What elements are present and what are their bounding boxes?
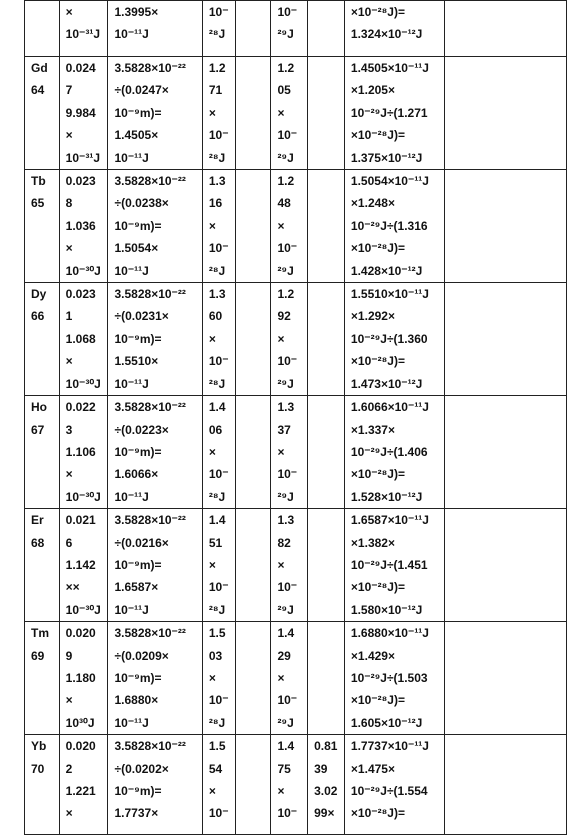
value-cell-1: 1.5 03 × 10⁻ ²⁸J (202, 622, 235, 735)
empty-cell-2 (445, 735, 567, 835)
element-cell: Gd 64 (25, 57, 60, 170)
value-cell-1: 1.3 60 × 10⁻ ²⁸J (202, 283, 235, 396)
wavelength-cell: 0.023 1 1.068 × 10⁻³⁰J (59, 283, 108, 396)
value-cell-3 (308, 396, 345, 509)
value-cell-3 (308, 509, 345, 622)
value-cell-1: 1.4 06 × 10⁻ ²⁸J (202, 396, 235, 509)
empty-cell-1 (235, 622, 271, 735)
empty-cell-2 (445, 170, 567, 283)
element-cell: Dy 66 (25, 283, 60, 396)
value-cell-2: 1.3 37 × 10⁻ ²⁹J (271, 396, 308, 509)
wavelength-cell: 0.021 6 1.142 ×× 10⁻³⁰J (59, 509, 108, 622)
value-cell-3 (308, 283, 345, 396)
energy-calc-cell: 3.5828×10⁻²² ÷(0.0238× 10⁻⁹m)= 1.5054× 10⁻¹¹J (108, 170, 202, 283)
element-cell: Yb 70 (25, 735, 60, 835)
value-cell-1: 10⁻ ²⁸J (202, 1, 235, 57)
value-cell-2: 1.3 82 × 10⁻ ²⁹J (271, 509, 308, 622)
value-cell-1: 1.2 71 × 10⁻ ²⁸J (202, 57, 235, 170)
result-calc-cell: 1.6066×10⁻¹¹J ×1.337× 10⁻²⁹J÷(1.406 ×10⁻²⁸J)= 1.528×10⁻¹²J (344, 396, 444, 509)
empty-cell-1 (235, 283, 271, 396)
result-calc-cell: 1.6587×10⁻¹¹J ×1.382× 10⁻²⁹J÷(1.451 ×10⁻²⁸J)= 1.580×10⁻¹²J (344, 509, 444, 622)
value-cell-1: 1.3 16 × 10⁻ ²⁸J (202, 170, 235, 283)
table-row (25, 396, 567, 509)
empty-cell-2 (445, 622, 567, 735)
result-calc-cell: 1.5510×10⁻¹¹J ×1.292× 10⁻²⁹J÷(1.360 ×10⁻²⁸J)= 1.473×10⁻¹²J (344, 283, 444, 396)
energy-calc-cell: 1.3995× 10⁻¹¹J (108, 1, 202, 57)
empty-cell-1 (235, 57, 271, 170)
result-calc-cell: 1.4505×10⁻¹¹J ×1.205× 10⁻²⁹J÷(1.271 ×10⁻²⁸J)= 1.375×10⁻¹²J (344, 57, 444, 170)
energy-calc-cell: 3.5828×10⁻²² ÷(0.0209× 10⁻⁹m)= 1.6880× 10⁻¹¹J (108, 622, 202, 735)
value-cell-2: 1.2 92 × 10⁻ ²⁹J (271, 283, 308, 396)
table-row (25, 622, 567, 735)
value-cell-2: 1.2 48 × 10⁻ ²⁹J (271, 170, 308, 283)
energy-calc-cell: 3.5828×10⁻²² ÷(0.0216× 10⁻⁹m)= 1.6587× 10⁻¹¹J (108, 509, 202, 622)
empty-cell-1 (235, 170, 271, 283)
value-cell-1: 1.4 51 × 10⁻ ²⁸J (202, 509, 235, 622)
wavelength-cell: 0.020 2 1.221 × (59, 735, 108, 835)
result-calc-cell: 1.7737×10⁻¹¹J ×1.475× 10⁻²⁹J÷(1.554 ×10⁻²⁸J)= (344, 735, 444, 835)
value-cell-2: 10⁻ ²⁹J (271, 1, 308, 57)
energy-calc-cell: 3.5828×10⁻²² ÷(0.0202× 10⁻⁹m)= 1.7737× (108, 735, 202, 835)
empty-cell-2 (445, 1, 567, 57)
wavelength-cell: 0.024 7 9.984 × 10⁻³¹J (59, 57, 108, 170)
value-cell-2: 1.2 05 × 10⁻ ²⁹J (271, 57, 308, 170)
element-cell: Tm 69 (25, 622, 60, 735)
data-table (24, 0, 567, 835)
value-cell-3 (308, 170, 345, 283)
wavelength-cell: 0.020 9 1.180 × 10³⁰J (59, 622, 108, 735)
wavelength-cell: 0.022 3 1.106 × 10⁻³⁰J (59, 396, 108, 509)
result-calc-cell: 1.5054×10⁻¹¹J ×1.248× 10⁻²⁹J÷(1.316 ×10⁻²⁸J)= 1.428×10⁻¹²J (344, 170, 444, 283)
empty-cell-1 (235, 396, 271, 509)
value-cell-3 (308, 622, 345, 735)
empty-cell-2 (445, 283, 567, 396)
value-cell-3 (308, 57, 345, 170)
result-calc-cell: ×10⁻²⁸J)= 1.324×10⁻¹²J (344, 1, 444, 57)
table-body (25, 1, 567, 835)
table-row (25, 57, 567, 170)
energy-calc-cell: 3.5828×10⁻²² ÷(0.0223× 10⁻⁹m)= 1.6066× 10⁻¹¹J (108, 396, 202, 509)
element-cell: Tb 65 (25, 170, 60, 283)
table-row (25, 1, 567, 57)
wavelength-cell: 0.023 8 1.036 × 10⁻³⁰J (59, 170, 108, 283)
result-calc-cell: 1.6880×10⁻¹¹J ×1.429× 10⁻²⁹J÷(1.503 ×10⁻²⁸J)= 1.605×10⁻¹²J (344, 622, 444, 735)
empty-cell-2 (445, 396, 567, 509)
empty-cell-1 (235, 509, 271, 622)
value-cell-1: 1.5 54 × 10⁻ (202, 735, 235, 835)
element-cell (25, 1, 60, 57)
value-cell-2: 1.4 75 × 10⁻ (271, 735, 308, 835)
table-row (25, 735, 567, 835)
wavelength-cell: × 10⁻³¹J (59, 1, 108, 57)
empty-cell-2 (445, 57, 567, 170)
energy-calc-cell: 3.5828×10⁻²² ÷(0.0231× 10⁻⁹m)= 1.5510× 10⁻¹¹J (108, 283, 202, 396)
table-row (25, 283, 567, 396)
empty-cell-1 (235, 735, 271, 835)
empty-cell-2 (445, 509, 567, 622)
value-cell-3 (308, 1, 345, 57)
energy-calc-cell: 3.5828×10⁻²² ÷(0.0247× 10⁻⁹m)= 1.4505× 10⁻¹¹J (108, 57, 202, 170)
value-cell-2: 1.4 29 × 10⁻ ²⁹J (271, 622, 308, 735)
element-cell: Er 68 (25, 509, 60, 622)
value-cell-3: 0.81 39 3.02 99× (308, 735, 345, 835)
table-row (25, 509, 567, 622)
element-cell: Ho 67 (25, 396, 60, 509)
empty-cell-1 (235, 1, 271, 57)
table-row (25, 170, 567, 283)
